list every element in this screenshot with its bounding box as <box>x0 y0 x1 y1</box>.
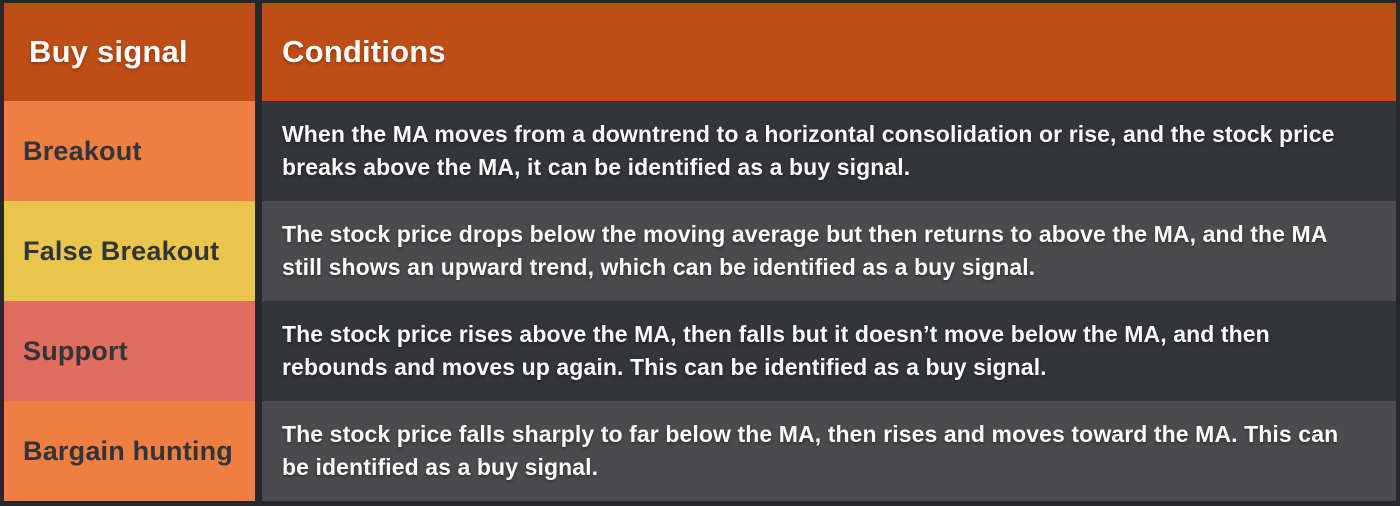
condition-cell-bargain-hunting <box>262 401 1396 501</box>
condition-cell-false-breakout <box>262 201 1396 301</box>
signal-cell-breakout <box>4 101 255 201</box>
signal-label: False Breakout <box>23 235 220 266</box>
table-row-bargain-hunting <box>4 401 1396 501</box>
condition-cell-support <box>262 301 1396 401</box>
table-header-row <box>4 3 1396 101</box>
signal-cell-support <box>4 301 255 401</box>
header-cell-buy-signal <box>4 3 255 101</box>
table-row-false-breakout <box>4 201 1396 301</box>
table-row-support <box>4 301 1396 401</box>
column-divider <box>255 3 262 101</box>
condition-text: The stock price falls sharply to far below the MA, then rises and moves toward the MA. This can be identified as a buy signal. <box>282 420 1339 480</box>
signal-cell-bargain-hunting <box>4 401 255 501</box>
signal-cell-false-breakout <box>4 201 255 301</box>
header-cell-conditions <box>262 3 1396 101</box>
condition-text: When the MA moves from a downtrend to a horizontal consolidation or rise, and the stock price breaks above the MA, it can be identified as a buy signal. <box>282 120 1335 180</box>
column-divider <box>255 401 262 501</box>
column-divider <box>255 301 262 401</box>
signal-label: Support <box>23 335 128 366</box>
header-label-conditions: Conditions <box>282 34 446 69</box>
condition-text: The stock price drops below the moving average but then returns to above the MA, and the MA still shows an upward trend, which can be identified as a buy signal. <box>282 220 1327 280</box>
column-divider <box>255 101 262 201</box>
signal-label: Bargain hunting <box>23 435 233 466</box>
signal-label: Breakout <box>23 135 142 166</box>
header-label-buy-signal: Buy signal <box>29 34 188 69</box>
condition-cell-breakout <box>262 101 1396 201</box>
column-divider <box>255 201 262 301</box>
table-row-breakout <box>4 101 1396 201</box>
condition-text: The stock price rises above the MA, then falls but it doesn’t move below the MA, and then rebounds and moves up again. This can be identified as a buy signal. <box>282 320 1270 380</box>
